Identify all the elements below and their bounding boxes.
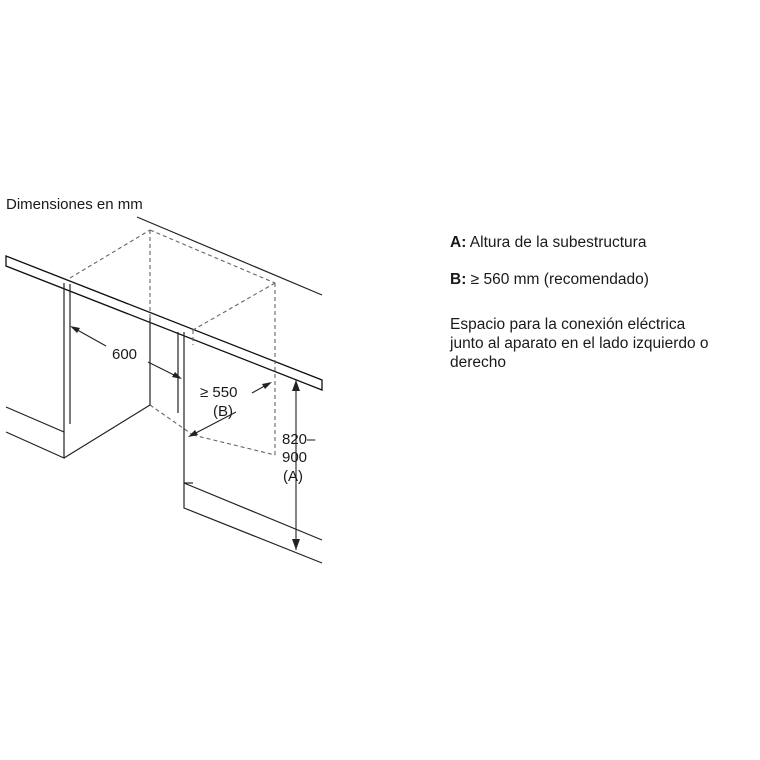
dim-height-key: (A): [283, 468, 303, 485]
dim-width-label: 600: [112, 346, 138, 363]
legend-note-line2: junto al aparato en el lado izquierdo o: [450, 335, 709, 352]
legend-note-line1: Espacio para la conexión eléctrica: [450, 316, 686, 333]
dim-niche-depth-label: ≥ 550: [200, 384, 238, 401]
diagram-caption: Dimensiones en mm: [6, 196, 143, 213]
dimension-height: [282, 380, 316, 550]
legend-b: [450, 270, 750, 289]
dim-niche-depth-key: (B): [213, 403, 233, 420]
dim-height-line1: 820–: [282, 431, 316, 448]
legend-note: [450, 315, 750, 372]
legend-a-key: A:: [450, 234, 467, 251]
legend-a: [450, 233, 750, 252]
dimension-niche-depth: [188, 382, 272, 437]
dim-height-line2: 900: [282, 449, 308, 466]
legend-note-line3: derecho: [450, 354, 507, 371]
legend-a-text: Altura de la subestructura: [466, 234, 647, 251]
legend-b-key: B:: [450, 271, 467, 288]
worktop-back-edge: [137, 217, 322, 295]
dimension-width: [70, 326, 182, 379]
legend-b-text: ≥ 560 mm (recomendado): [466, 271, 649, 288]
legend: [450, 233, 750, 372]
